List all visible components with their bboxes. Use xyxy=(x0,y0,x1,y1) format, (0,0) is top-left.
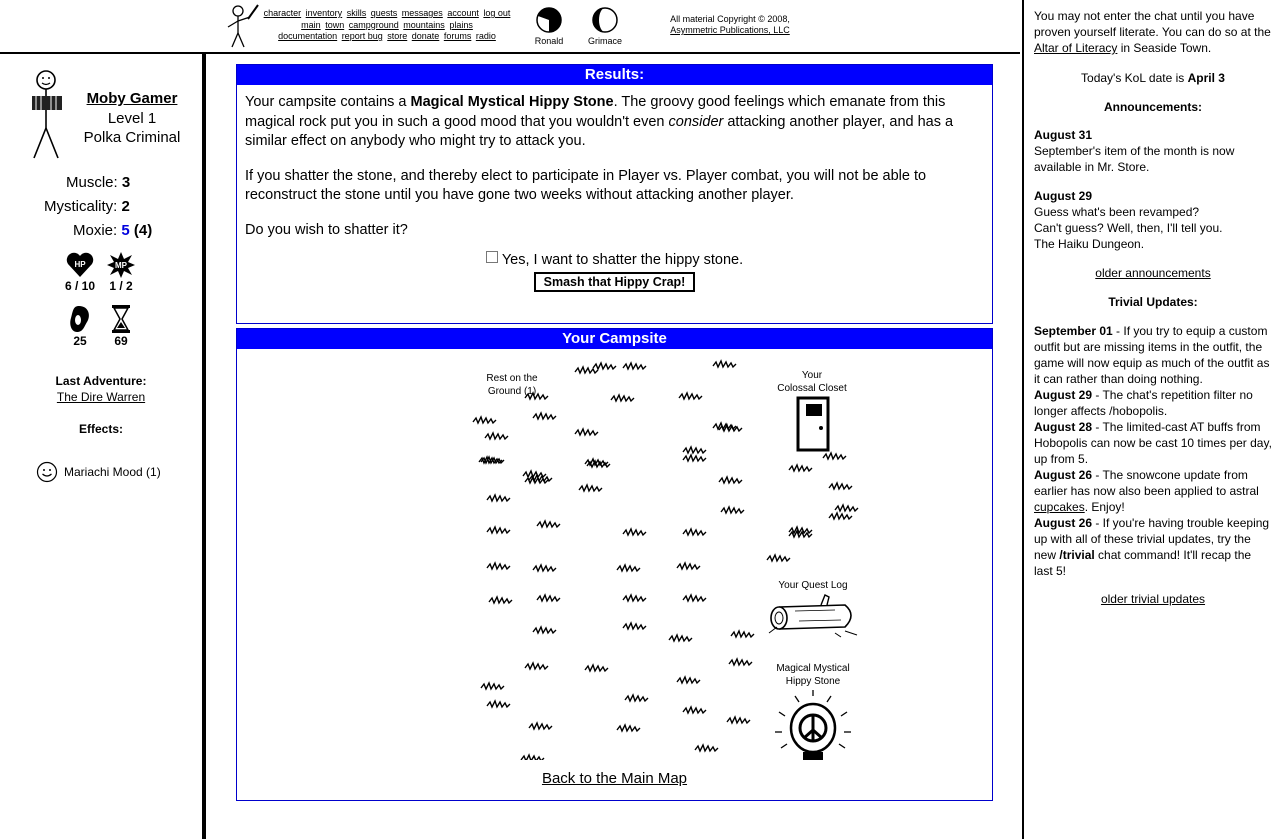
grass-tuft xyxy=(823,453,846,459)
main-pane xyxy=(204,54,1022,839)
adventures-value: 69 xyxy=(114,334,128,348)
moon-grimace xyxy=(584,6,626,46)
hippy-stone-label[interactable]: Magical Mystical Hippy Stone xyxy=(776,663,850,687)
grass-tuft xyxy=(533,565,556,571)
stat-value-buffed: 5 xyxy=(121,222,130,239)
grass-tuft xyxy=(727,717,750,723)
cupcakes-link[interactable]: cupcakes xyxy=(1034,500,1085,514)
stat-value: 2 xyxy=(121,198,130,215)
grass-tuft xyxy=(829,513,852,519)
meat-value: 25 xyxy=(73,334,87,348)
hp-gauge xyxy=(62,251,98,293)
back-to-main-map-link[interactable]: Back to the Main Map xyxy=(541,770,688,787)
smash-hippy-stone-button[interactable]: Smash that Hippy Crap! xyxy=(534,272,696,292)
grass-tuft xyxy=(695,745,718,751)
copyright-notice xyxy=(660,14,800,36)
heart-icon[interactable] xyxy=(65,251,95,279)
nav-link[interactable]: store xyxy=(387,31,408,41)
results-header: Results: xyxy=(237,65,992,85)
moon-phase-icon xyxy=(535,6,563,34)
grass-tuft xyxy=(529,723,552,729)
stat-moxie xyxy=(73,222,152,239)
grass-tuft xyxy=(485,433,508,439)
stat-mysticality xyxy=(44,198,130,215)
grass-tuft xyxy=(579,485,602,491)
kol-date-value: April 3 xyxy=(1187,71,1225,85)
trivial-update-item: August 26 - The snowcone update from earlier has now also been applied to astral cupcakes. Enjoy! xyxy=(1034,468,1259,514)
last-adventure-location[interactable]: The Dire Warren xyxy=(56,390,146,404)
chat-notice: You may not enter the chat until you have proven yourself literate. You can do so at the Altar of Literacy in Seaside Town. xyxy=(1034,9,1271,55)
grass-tuft xyxy=(677,563,700,569)
announcements-heading: Announcements: xyxy=(1103,100,1202,114)
announcement-item xyxy=(1034,188,1272,252)
grass-tuft xyxy=(537,595,560,601)
grass-tuft xyxy=(537,521,560,527)
hippy-stone-name: Magical Mystical Hippy Stone xyxy=(410,94,614,110)
grass-tuft xyxy=(487,495,510,501)
adventures-gauge xyxy=(103,304,139,348)
grass-tuft xyxy=(593,363,616,369)
quest-log-label[interactable]: Your Quest Log xyxy=(778,580,848,591)
grass-tuft xyxy=(617,725,640,731)
shatter-confirm-row xyxy=(245,251,984,292)
results-paragraph: Your campsite contains a Magical Mystical Hippy Stone. The groovy good feelings which emanate from this magical rock put you in such a good mood that you wouldn't even consider attacking another player, and has a similar effect on anybody who might try to attack you. xyxy=(245,94,954,149)
older-announcements-link[interactable]: older announcements xyxy=(1095,266,1211,280)
campsite-map xyxy=(237,350,992,800)
older-trivial-updates-link[interactable]: older trivial updates xyxy=(1100,592,1206,606)
nav-link[interactable]: donate xyxy=(411,31,440,41)
nav-link[interactable]: skills xyxy=(346,8,367,18)
stat-value-base: (4) xyxy=(133,222,153,239)
results-question: Do you wish to shatter it? xyxy=(245,221,408,238)
meat-icon xyxy=(67,304,93,334)
effect-name: Mariachi Mood xyxy=(64,465,143,479)
meat-gauge xyxy=(62,304,98,348)
back-link-row xyxy=(237,770,992,787)
moon-ronald xyxy=(529,6,569,46)
moon-label: Ronald xyxy=(534,36,564,46)
grass-tuft xyxy=(585,665,608,671)
mp-value: 1 / 2 xyxy=(109,279,133,293)
grass-tuft xyxy=(521,755,544,760)
grass-tuft xyxy=(575,429,598,435)
grass-tuft xyxy=(677,677,700,683)
closet-door-icon[interactable] xyxy=(795,396,831,452)
campsite-box xyxy=(236,328,993,801)
grass-tuft xyxy=(669,635,692,641)
trivial-update-item: September 01 - If you try to equip a custom outfit but are missing items in the outfit, the game will now equip as much of the outfit as it can rather than doing nothing. xyxy=(1034,324,1270,386)
nav-links xyxy=(258,8,516,43)
stat-muscle xyxy=(66,174,130,191)
moon-phase-icon xyxy=(591,6,619,34)
grass-tuft xyxy=(683,455,706,461)
nav-link[interactable]: campground xyxy=(348,19,399,30)
grass-tuft xyxy=(575,367,598,373)
grass-tuft xyxy=(625,695,648,701)
top-menu-bar xyxy=(0,0,1020,54)
grass-tuft xyxy=(617,565,640,571)
altar-of-literacy-link[interactable]: Altar of Literacy xyxy=(1034,41,1118,55)
results-box xyxy=(236,64,993,324)
last-adventure-heading: Last Adventure: xyxy=(55,374,147,388)
character-avatar-icon[interactable] xyxy=(24,68,72,160)
character-pane xyxy=(0,54,204,839)
grass-tuft xyxy=(487,527,510,533)
hp-icon-label: HP xyxy=(74,260,86,269)
grass-tuft xyxy=(731,631,754,637)
grass-tuft xyxy=(789,465,812,471)
stat-label: Muscle: xyxy=(66,174,118,191)
grass-tuft xyxy=(767,555,790,561)
grass-tuft xyxy=(683,529,706,535)
nav-link[interactable]: character xyxy=(263,8,302,18)
trivial-update-item: August 28 - The limited-cast AT buffs from Hobopolis can now be cast 10 times per day, up from 5. xyxy=(1034,420,1272,466)
starburst-icon[interactable] xyxy=(106,251,136,279)
grass-tuft xyxy=(489,597,512,603)
nav-link[interactable]: account xyxy=(447,8,479,18)
nav-link[interactable]: log out xyxy=(483,8,511,18)
grass-tuft xyxy=(623,595,646,601)
grass-tuft xyxy=(623,623,646,629)
colossal-closet-label[interactable]: Your Colossal Closet xyxy=(777,370,847,394)
grass-tuft xyxy=(683,595,706,601)
nav-link[interactable]: documentation xyxy=(278,31,338,41)
hp-value: 6 / 10 xyxy=(64,279,96,293)
nav-link[interactable]: quests xyxy=(370,8,398,18)
copyright-link[interactable]: Asymmetric Publications, LLC xyxy=(670,25,790,35)
grass-tuft xyxy=(721,507,744,513)
log-icon[interactable] xyxy=(765,593,861,641)
grass-tuft xyxy=(487,563,510,569)
grass-tuft xyxy=(683,447,706,453)
nav-link[interactable]: radio xyxy=(475,31,496,41)
nav-link[interactable]: plains xyxy=(449,19,473,30)
grass-tuft xyxy=(623,363,646,369)
shatter-checkbox-label[interactable]: Yes, I want to shatter the hippy stone. xyxy=(486,252,743,268)
effect-item[interactable] xyxy=(36,461,161,483)
grass-tuft xyxy=(533,627,556,633)
announcement-text: September's item of the month is now available in Mr. Store. xyxy=(1034,144,1235,174)
character-level: Level 1 xyxy=(107,110,157,127)
hourglass-icon xyxy=(110,304,132,334)
stat-label: Moxie: xyxy=(73,222,118,239)
grass-tuft xyxy=(719,477,742,483)
grass-tuft xyxy=(683,707,706,713)
grass-tuft xyxy=(481,683,504,689)
copyright-text: All material Copyright © 2008, xyxy=(670,14,790,24)
nav-link[interactable]: main xyxy=(301,19,321,30)
results-paragraph: If you shatter the stone, and thereby elect to participate in Player vs. Player combat, you will not be able to reconstruct the stone until you have gone two weeks without attacking another player. xyxy=(245,167,927,203)
nav-link[interactable]: inventory xyxy=(305,8,343,18)
mp-icon-label: MP xyxy=(115,261,127,270)
nav-link[interactable]: report bug xyxy=(341,31,383,41)
trivial-updates-heading: Trivial Updates: xyxy=(1108,295,1198,309)
grass-tuft xyxy=(525,663,548,669)
announcement-text: Can't guess? Well, then, I'll tell you. xyxy=(1034,221,1223,235)
stick-figure-sword-icon[interactable] xyxy=(224,3,260,49)
stat-value: 3 xyxy=(121,174,131,191)
grass-tuft xyxy=(611,395,634,401)
mp-gauge xyxy=(103,251,139,293)
trivial-update-item: August 29 - The chat's repetition filter no longer affects /hobopolis. xyxy=(1034,388,1253,418)
grass-tuft xyxy=(729,659,752,665)
grass-tuft xyxy=(835,505,858,511)
grass-tuft xyxy=(623,529,646,535)
announcement-item xyxy=(1034,127,1272,175)
grass-tuft xyxy=(829,483,852,489)
grass-tuft xyxy=(473,417,496,423)
grass-tuft xyxy=(487,701,510,707)
rest-on-ground-link[interactable]: Rest on the Ground (1) xyxy=(486,373,538,397)
trivial-update-item: August 26 - If you're having trouble keeping up with all of these trivial updates, try the new /trivial chat command! It'll recap the last 5! xyxy=(1034,516,1270,578)
effect-turns: (1) xyxy=(146,465,161,479)
announcement-date: August 29 xyxy=(1034,189,1093,203)
announcement-date: August 31 xyxy=(1034,128,1093,142)
nav-link[interactable]: town xyxy=(325,19,345,30)
grass-field[interactable] xyxy=(237,350,992,760)
campsite-header: Your Campsite xyxy=(237,329,992,349)
peace-stone-icon[interactable] xyxy=(771,688,855,764)
nav-link[interactable]: mountains xyxy=(403,19,445,30)
announcement-text: The Haiku Dungeon. xyxy=(1034,237,1145,251)
results-body xyxy=(237,85,992,292)
effects-heading: Effects: xyxy=(78,422,123,436)
grass-tuft xyxy=(523,471,546,477)
moon-label: Grimace xyxy=(587,36,622,46)
announcement-text: Guess what's been revamped? xyxy=(1034,205,1200,219)
grass-tuft xyxy=(679,393,702,399)
grass-tuft xyxy=(533,413,556,419)
last-adventure-link xyxy=(0,390,202,404)
character-name[interactable]: Moby Gamer xyxy=(86,90,178,107)
nav-link[interactable]: messages xyxy=(401,8,443,18)
nav-link[interactable]: forums xyxy=(443,31,472,41)
smiley-icon[interactable] xyxy=(36,461,58,483)
right-info-pane xyxy=(1022,0,1280,839)
stat-label: Mysticality: xyxy=(44,198,118,215)
shatter-checkbox[interactable] xyxy=(486,251,498,263)
kol-date: Today's KoL date is April 3 xyxy=(1081,71,1225,85)
character-class: Polka Criminal xyxy=(83,129,181,146)
grass-tuft xyxy=(713,361,736,367)
